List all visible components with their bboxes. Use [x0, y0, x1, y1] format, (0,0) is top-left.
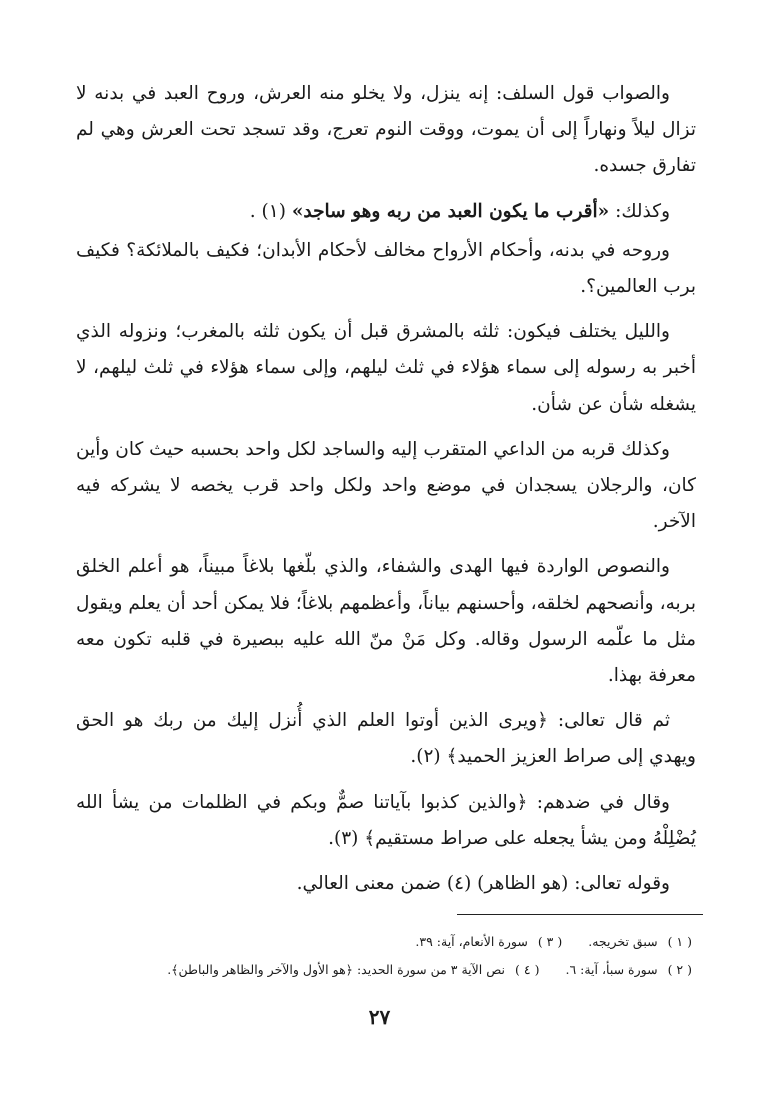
paragraph: والليل يختلف فيكون: ثلثه بالمشرق قبل أن يكون ثلثه بالمغرب؛ ونزوله الذي أخبر به رسوله إلى سماء هؤلاء في ثلث ليلهم، وإلى سماء هؤلاء في ثلث ليلهم، لا يشغله شأن عن شأن. — [76, 321, 696, 415]
page-number: ٢٧ — [368, 1005, 391, 1029]
footnotes — [90, 928, 692, 984]
footnote-number: ( ١ ) — [667, 934, 692, 949]
paragraph — [76, 194, 696, 230]
paragraph: وكذلك قربه من الداعي المتقرب إليه والساجد لكل واحد بحسبه حيث كان وأين كان، والرجلان يسجدان في موضع واحد ولكل واحد قرب يخصه لا يشركه فيه الآخر. — [76, 438, 696, 533]
main-text — [76, 76, 696, 911]
paragraph: وقوله تعالى: (هو الظاهر) (٤) ضمن معنى العالي. — [296, 873, 670, 895]
footnote-text: سورة سبأ، آية: ٦. — [565, 962, 658, 977]
paragraph-tail: (١) . — [249, 200, 292, 222]
paragraph: والنصوص الواردة فيها الهدى والشفاء، والذي بلّغها بلاغاً مبيناً، هو أعلم الخلق بربه، وأنصحهم لخلقه، وأحسنهم بياناً، وأعظمهم بلاغاً؛ فلا يمكن أحد أن يعلم ويقول مثل ما علّمه الرسول وقاله. وكل مَنْ منّ الله عليه ببصيرة في قلبه تكون معه معرفة بهذا. — [76, 556, 696, 687]
footnote-item — [588, 928, 692, 956]
footnote-row — [90, 956, 692, 984]
footnote-text: نص الآية ٣ من سورة الحديد: ﴿هو الأول والآخر والظاهر والباطن﴾. — [167, 962, 506, 977]
footnote-divider — [457, 914, 703, 915]
footnote-item — [415, 928, 562, 956]
paragraph: وروحه في بدنه، وأحكام الأرواح مخالف لأحكام الأبدان؛ فكيف بالملائكة؟ فكيف برب العالمين؟. — [76, 239, 696, 298]
footnote-number: ( ٢ ) — [667, 962, 692, 977]
footnote-text: سورة الأنعام، آية: ٣٩. — [415, 934, 528, 949]
footnote-number: ( ٤ ) — [515, 962, 540, 977]
hadith-quote: «أقرب ما يكون العبد من ربه وهو ساجد» — [291, 200, 610, 222]
paragraph-lead: وكذلك: — [609, 200, 670, 222]
paragraph: وقال في ضدهم: ﴿والذين كذبوا بآياتنا صمٌّ وبكم في الظلمات من يشأ الله يُضْلِلْهُ ومن يشأ يجعله على صراط مستقيم﴾ (٣). — [76, 791, 696, 849]
footnote-text: سبق تخريجه. — [588, 934, 658, 949]
footnote-item — [565, 956, 692, 984]
paragraph: ثم قال تعالى: ﴿ويرى الذين أوتوا العلم الذي أُنزل إليك من ربك هو الحق ويهدي إلى صراط العزيز الحميد﴾ (٢). — [76, 710, 696, 768]
footnote-row — [90, 928, 692, 956]
paragraph: والصواب قول السلف: إنه ينزل، ولا يخلو منه العرش، وروح العبد في بدنه لا تزال ليلاً ونهاراً إلى أن يموت، ووقت النوم تعرج، وقد تسجد تحت العرش وهي لم تفارق جسده. — [76, 83, 696, 177]
footnote-number: ( ٣ ) — [537, 934, 563, 949]
footnote-item — [167, 956, 539, 984]
